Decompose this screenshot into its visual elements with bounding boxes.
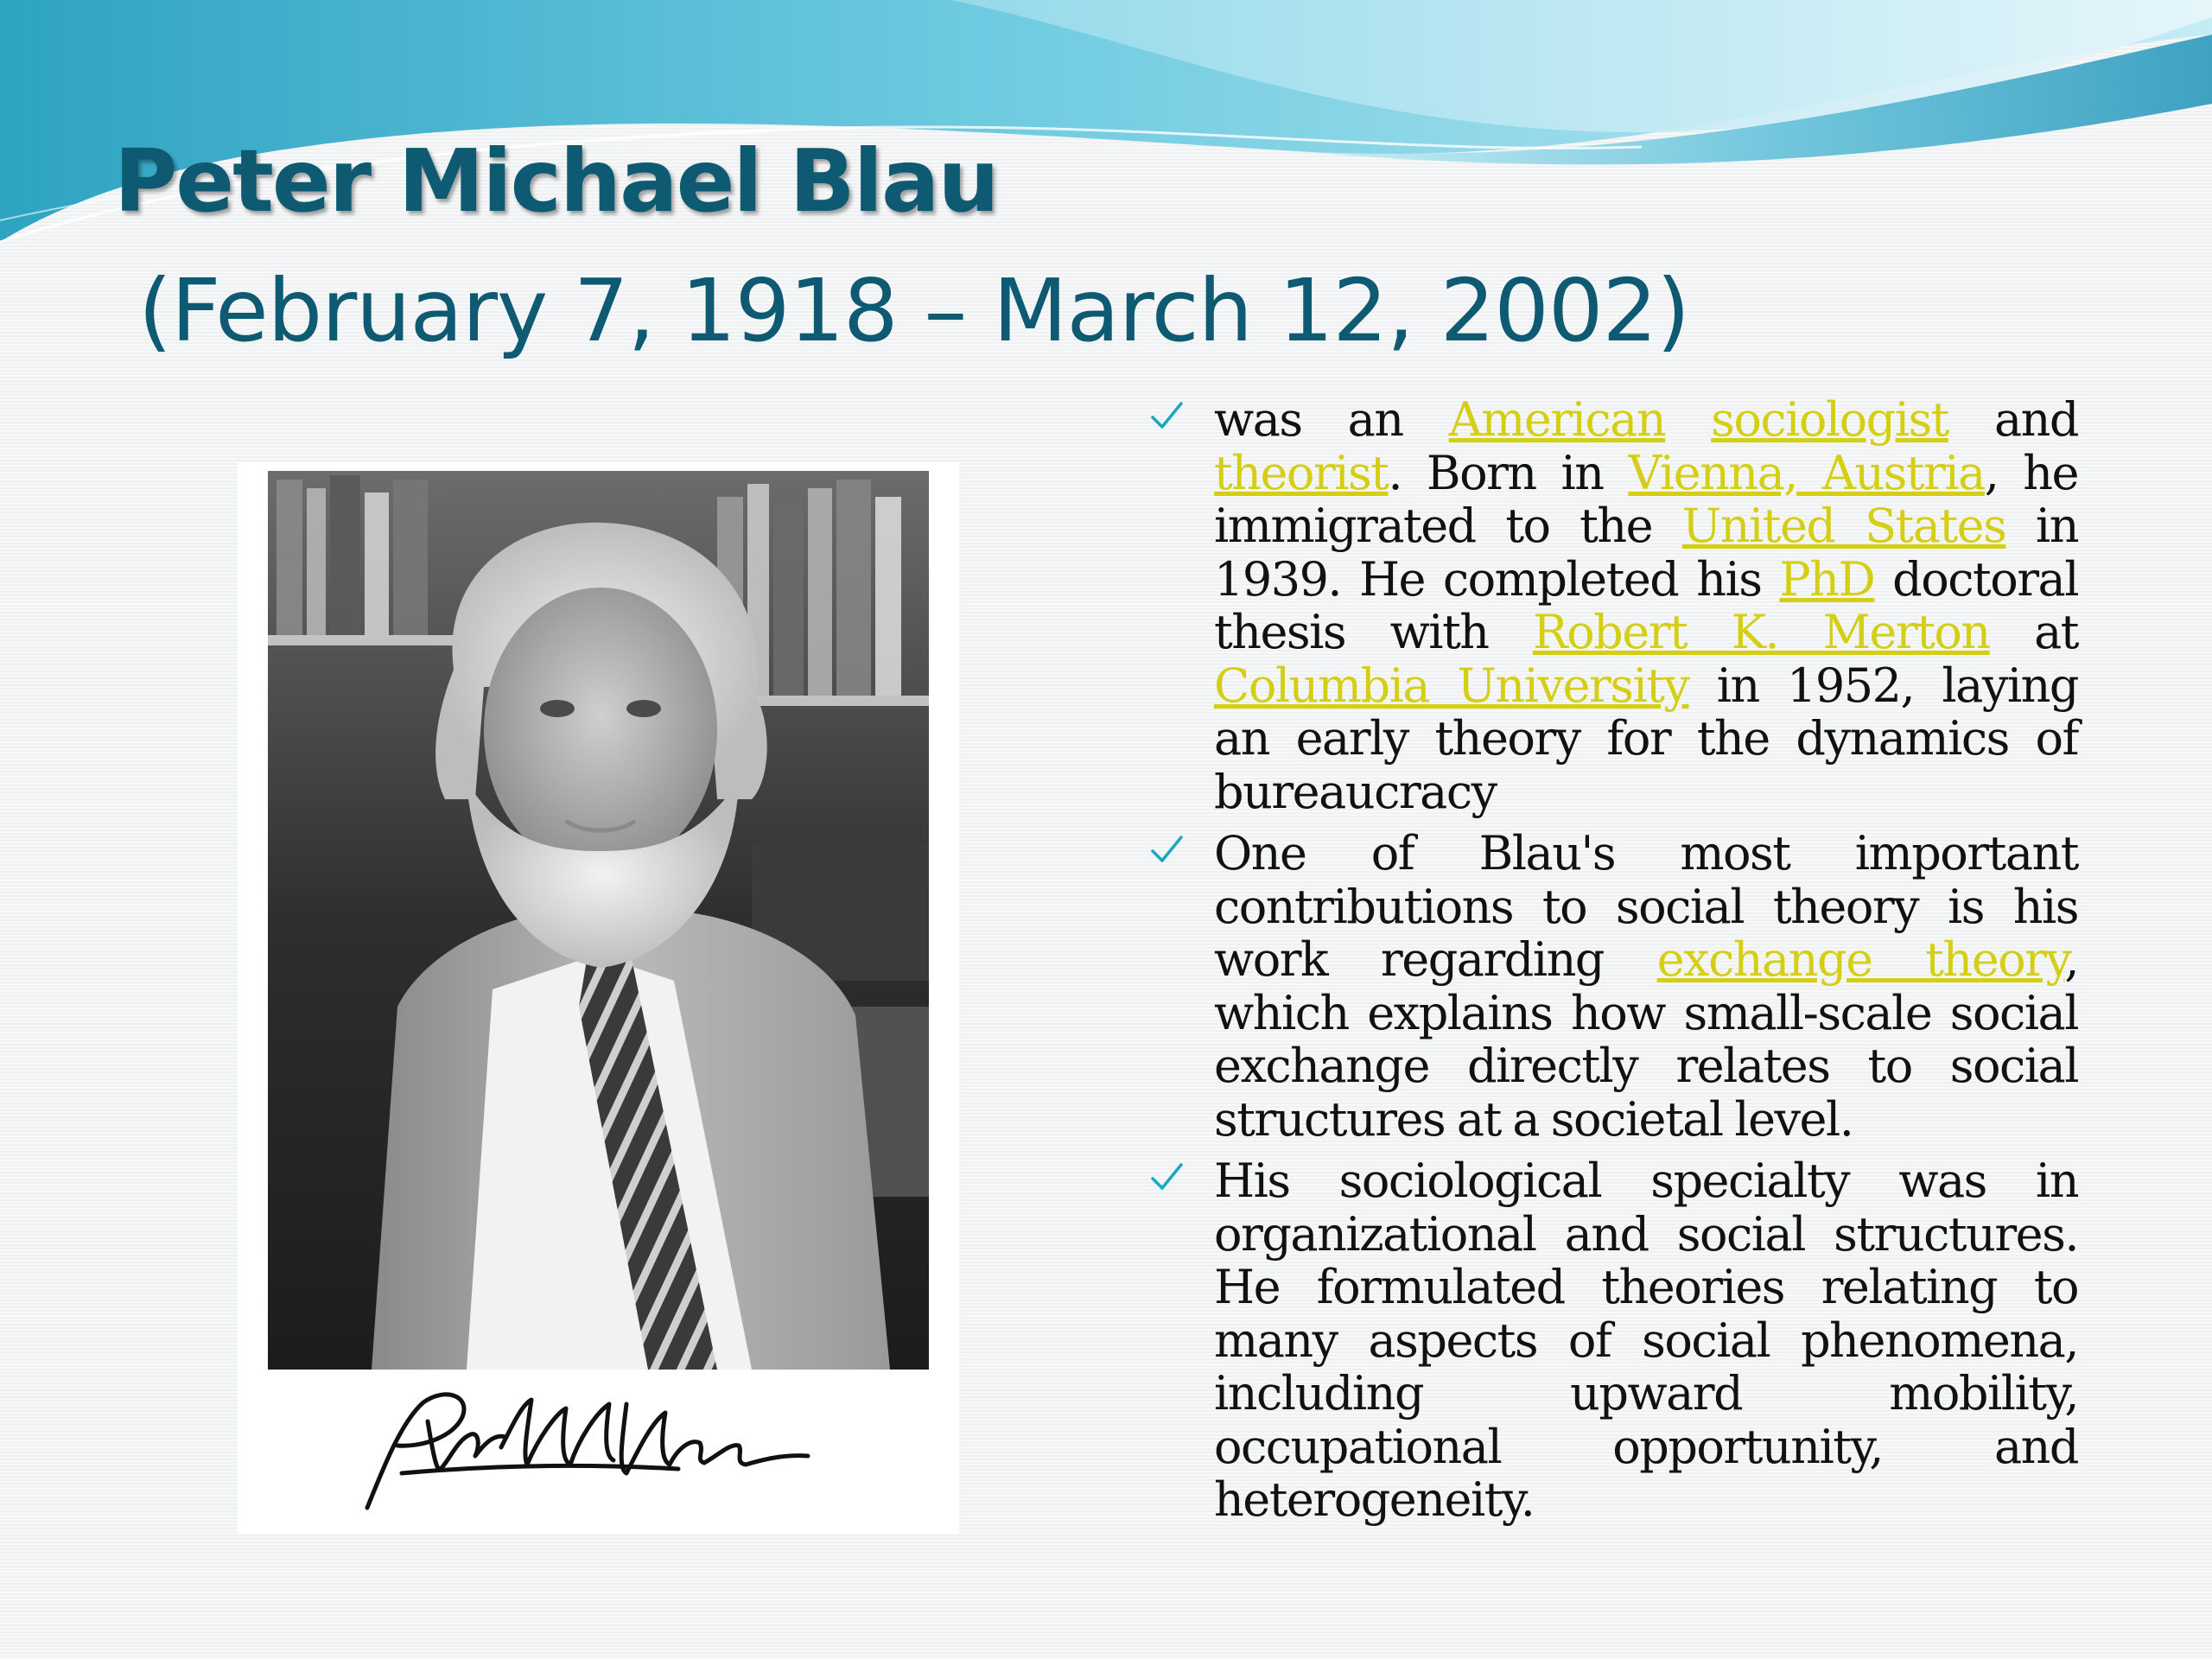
bullet-text: His sociological specialty was in organizational and social structures. He formulated theories relating to many aspects of social phenomena, including upward mobility, occupational opportunity, and heterogeneity. (1214, 1154, 2078, 1527)
bullet-text: in 1939. He completed his (1214, 499, 2078, 607)
slide-subtitle: (February 7, 1918 – March 12, 2002) (138, 260, 1690, 361)
bullet-list (1149, 393, 2078, 1535)
slide-title: Peter Michael Blau (114, 130, 998, 232)
link-sociologist[interactable]: sociologist (1711, 392, 1948, 447)
link-theorist[interactable]: theorist (1214, 445, 1389, 500)
bullet-text: at (1989, 605, 2078, 659)
check-mark-icon (1149, 398, 1184, 433)
bullet-text: in 1952, laying an early theory for the dynamics of bureaucracy (1214, 658, 2078, 819)
bullet-text: , he immigrated to the (1214, 445, 2078, 553)
bullet-text: was an (1214, 392, 1449, 447)
bullet-item-specialty (1149, 1154, 2078, 1527)
bullet-item-biography (1149, 393, 2078, 818)
bullet-text: , which explains how small-scale social exchange directly relates to social structures at a societal level. (1214, 932, 2078, 1147)
bullet-text: One of Blau's most important contributions to social theory is his work regarding (1214, 826, 2078, 987)
bullet-text (1665, 392, 1711, 447)
portrait-photo (268, 471, 929, 1370)
bullet-item-exchange-theory (1149, 827, 2078, 1146)
link-vienna-austria[interactable]: Vienna, Austria (1628, 445, 1985, 500)
link-robert-k-merton[interactable]: Robert K. Merton (1533, 605, 1990, 659)
bullet-text: doctoral thesis with (1214, 551, 2078, 659)
link-phd[interactable]: PhD (1779, 551, 1875, 607)
link-exchange-theory[interactable]: exchange theory (1656, 932, 2065, 987)
link-united-states[interactable]: United States (1681, 499, 2006, 553)
check-mark-icon (1149, 832, 1184, 867)
handwritten-signature (350, 1387, 834, 1516)
bullet-text: and (1948, 392, 2078, 447)
photo-frame (238, 462, 959, 1534)
link-columbia-university[interactable]: Columbia University (1214, 658, 1689, 713)
link-american[interactable]: American (1448, 392, 1666, 447)
bullet-text: . Born in (1388, 445, 1629, 500)
check-mark-icon (1149, 1160, 1184, 1194)
